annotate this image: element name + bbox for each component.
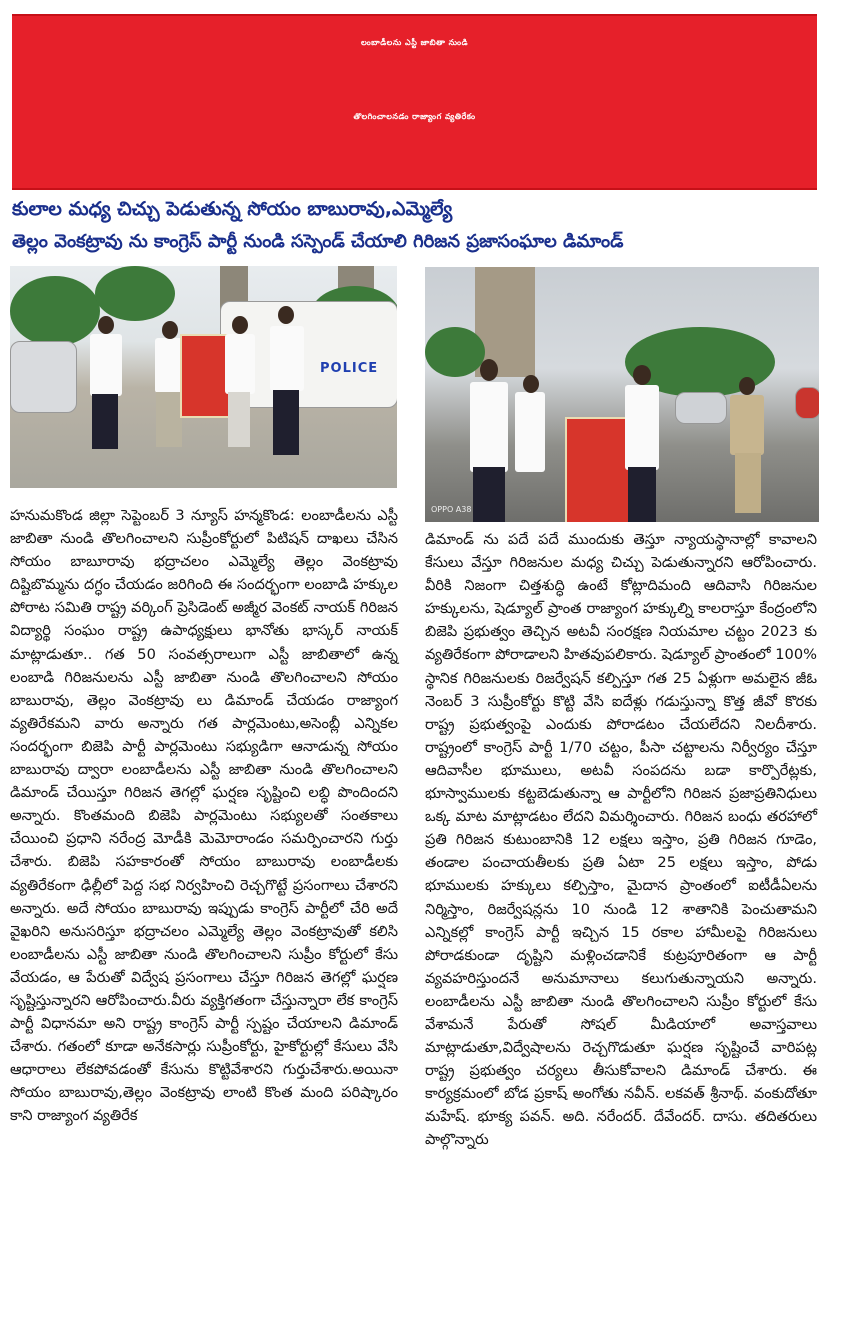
police-officer-head xyxy=(739,377,755,395)
police-text: POLICE xyxy=(320,361,379,376)
article-right-text: డిమాండ్ ను పదే పదే ముందుకు తెస్తూ న్యాయస్థానాల్లో కావాలని కేసులు వేస్తూ గిరిజనుల మధ్య చిచ్చు పెడుతున్నారని ఆరోపించారు. వీరికి నిజంగా చిత్తశుద్ధి ఉంటే కోట్లాదిమంది ఆదివాసి గిరిజనుల హక్కులను, షెడ్యూల్ ప్రాంత రాజ్యాంగ హక్కుల్ని కాలరాస్తూ కేంద్రంలోని బిజెపి ప్రభుత్వం తెచ్చిన అటవీ సంరక్షణ నియమాల చట్టం 2023 కు వ్యతిరేకంగా పోరాడాలని హితవుపలికారు. షెడ్యూల్ ప్రాంతంలో 100% స్థానిక గిరిజనులకు రిజర్వేషన్ కల్పిస్తూ గత 25 ఏళ్లుగా అమలైన జీఓ నెంబర్ 3 సుప్రీంకోర్టు కొట్టి వేసి ఐదేళ్లు గడుస్తున్నా కొత్త జీవో కొరకు రాష్ట్ర ప్రభుత్వంపై ఎందుకు పోరాడటం చేయలేదని నిలదీశారు. రాష్ట్రంలో కాంగ్రెస్ పార్టీ 1/70 చట్టం, పీసా చట్టాలను నిర్వీర్యం చేస్తూ ఆదివాసీల భూములు, అటవీ సంపదను బడా కార్పొరేట్లకు, భూస్వాములకు కట్టబెడుతున్నా ఆ పార్టీలోని గిరిజన ప్రజాప్రతినిధులు ఒక్క మాట మాట్లాడటం లేదని విమర్శించారు. గిరిజన బంధు తరహాలో ప్రతి గిరిజన కుటుంబానికి 12 లక్షలు ఇస్తాం, ప్రతి గిరిజన గూడెం, తండాల పంచాయతీలకు ప్రతి ఏటా 25 లక్షలు ఇస్తాం, పోడు భూములకు హక్కులు కల్పిస్తాం, మైదాన ప్రాంతంలో ఐటీడీఏలను నిర్మిస్తాం, రిజర్వేషన్లను 10 నుండి 12 శాతానికి పెంచుతామని ఎన్నికల్లో కాంగ్రెస్ పార్టీ ఇచ్చిన 15 రకాల హామీలపై గిరిజనులు పోరాడకుండా దృష్టిని మళ్లించడానికే కుట్రపూరితంగా ఆ పార్టీ వ్యవహరిస్తుందనే అనుమానాలు కలుగుతున్నాయని అన్నారు. లంబాడీలను ఎస్టీ జాబితా నుండి తొలగించాలని సుప్రీం కోర్టులో కేసు వేశామనే పేరుతో సోషల్ మీడియాలో అవాస్తవాలు మాట్లాడుతూ,విద్వేషాలను రెచ్చగొడుతూ ఘర్షణ సృష్టించే వారిపట్ల రాష్ట్ర ప్రభుత్వం చర్యలు తీసుకోవాలని డిమాండ్ చేశారు. ఈ కార్యక్రమంలో బోడ ప్రకాష్ అంగోతు నవీన్. లకవత్ శ్రీనాథ్. వంకుదోతూ మహేష్. భూక్య పవన్. అది. నరేందర్. దేవేందర్. దాసు. తదితరులు పాల్గొన్నారు xyxy=(425,531,817,1149)
protester xyxy=(270,326,304,391)
protester xyxy=(470,382,508,472)
protest-photo-left xyxy=(10,266,397,488)
headline-banner xyxy=(12,14,817,190)
headline-line-1: లంబాడీలను ఎస్టీ జాబితా నుండి xyxy=(360,38,469,47)
parked-car xyxy=(10,341,77,413)
protester-head xyxy=(278,306,294,324)
protester-head xyxy=(523,375,539,393)
camera-watermark: OPPO A38 xyxy=(431,505,472,514)
article-column-right xyxy=(425,528,817,1152)
parked-car xyxy=(675,392,727,424)
subheadline-line-2: తెల్లం వెంకట్రావు ను కాంగ్రెస్ పార్టీ నుండి సస్పెండ్ చేయాలి గిరిజన ప్రజాసంఘాల డిమాండ్ xyxy=(12,231,624,252)
protester-head xyxy=(633,365,651,385)
parked-car xyxy=(795,387,819,419)
protest-poster xyxy=(565,417,633,522)
protester xyxy=(625,385,659,470)
protester-head xyxy=(98,316,114,334)
protester-legs xyxy=(92,394,118,449)
protester-legs xyxy=(273,390,299,455)
headline-line-2: తొలగించాలనడం రాజ్యాంగ వ్యతిరేకం xyxy=(353,112,476,121)
protester-legs xyxy=(228,392,250,447)
protester xyxy=(90,334,122,396)
protester-legs xyxy=(473,467,505,522)
article-left-text: హనుమకొండ జిల్లా సెప్టెంబర్ 3 న్యూస్ హన్మకొండ: లంబాడీలను ఎస్టీ జాబితా నుండి తొలగించాలని సుప్రీంకోర్టులో పిటిషన్ దాఖలు చేసిన సోయం బాబూరావు భద్రాచలం ఎమ్మెల్యే తెల్లం వెంకట్రావు దిష్టిబొమ్మను దగ్ధం చేయడం జరిగింది ఈ సందర్భంగా లంబాడి హక్కుల పోరాట సమితి రాష్ట్ర వర్కింగ్ ప్రెసిడెంట్ అజ్మీర వెంకట్ నాయక్ గిరిజన విద్యార్థి సంఘం రాష్ట్ర ఉపాధ్యక్షులు భానోతు భాస్కర్ నాయక్ మాట్లాడుతూ.. గత 50 సంవత్సరాలుగా ఎస్టీ జాబితాలో ఉన్న లంబాడి గిరిజనులను ఎస్టీ జాబితా నుండి తొలగించాలని సోయం బాబురావు, తెల్లం వెంకట్రావు లు డిమాండ్ చేయడం రాజ్యాంగ వ్యతిరేకమని వారు అన్నారు గత పార్లమెంటు,అసెంబ్లీ ఎన్నికల సందర్భంగా బిజెపి పార్టీ పార్లమెంటు సభ్యుడిగా ఆనాడున్న సోయం బాబురావు ద్వారా లంబాడీలను ఎస్టీ జాబితా నుండి తొలగించాలని డిమాండ్ చేయిస్తూ గిరిజన తెగల్లో ఘర్షణ సృష్టించి లబ్ధి పొందిందని అన్నారు. కొంతమంది బిజెపి పార్లమెంటు సభ్యులతో సంతకాలు చేయించి ప్రధాని నరేంద్ర మోడీకి మెమోరాండం సమర్పించారని గుర్తు చేశారు. బిజెపి సహకారంతో సోయం బాబురావు లంబాడీలకు వ్యతిరేకంగా ఢిల్లీలో పెద్ద సభ నిర్వహించి రెచ్చగొట్టే ప్రసంగాలు చేశారని అన్నారు. అదే సోయం బాబురావు ఇప్పుడు కాంగ్రెస్ పార్టీలో చేరి అదే వైఖరిని అనుసరిస్తూ భద్రాచలం ఎమ్మెల్యే తెల్లం వెంకట్రావుతో కలిసి లంబాడీలను ఎస్టీ జాబితా నుండి తొలగించాలని సుప్రీం కోర్టులో కేసు వేయడం, ఆ పేరుతో విద్వేష ప్రసంగాలు చేస్తూ గిరిజన తెగల్లో ఘర్షణ సృష్టిస్తున్నారని ఆరోపించారు.వీరు వ్యక్తిగతంగా చేస్తున్నారా లేక కాంగ్రెస్ పార్టీ విధానమా అని రాష్ట్ర కాంగ్రెస్ పార్టీ స్పష్టం చేయాలని డిమాండ్ చేశారు. గతంలో కూడా అనేకసార్లు సుప్రీంకోర్టు, హైకోర్టుల్లో కేసులు వేసి ఆధారాలు లేకపోవడంతో కేసును కొట్టివేశారని గుర్తుచేశారు.అయినా సోయం బాబురావు,తెల్లం వెంకట్రావు లాంటి కొంత మంది పరిష్కారం కాని రాజ్యాంగ వ్యతిరేక xyxy=(10,507,398,1125)
protester-head xyxy=(162,321,178,339)
protest-photo-right xyxy=(425,267,819,522)
protester xyxy=(225,334,255,394)
police-officer xyxy=(730,395,764,455)
protester xyxy=(515,392,545,472)
protester-head xyxy=(232,316,248,334)
tree xyxy=(10,276,100,346)
protester-legs xyxy=(628,467,656,522)
subheadline-line-1: కులాల మధ్య చిచ్చు పెడుతున్న సోయం బాబురావు,ఎమ్మెల్యే xyxy=(12,198,453,220)
tree xyxy=(95,266,175,321)
police-officer-legs xyxy=(735,453,761,513)
protester-legs xyxy=(156,392,182,447)
article-column-left xyxy=(10,504,398,1128)
protester-head xyxy=(480,359,498,381)
tree xyxy=(425,327,485,377)
